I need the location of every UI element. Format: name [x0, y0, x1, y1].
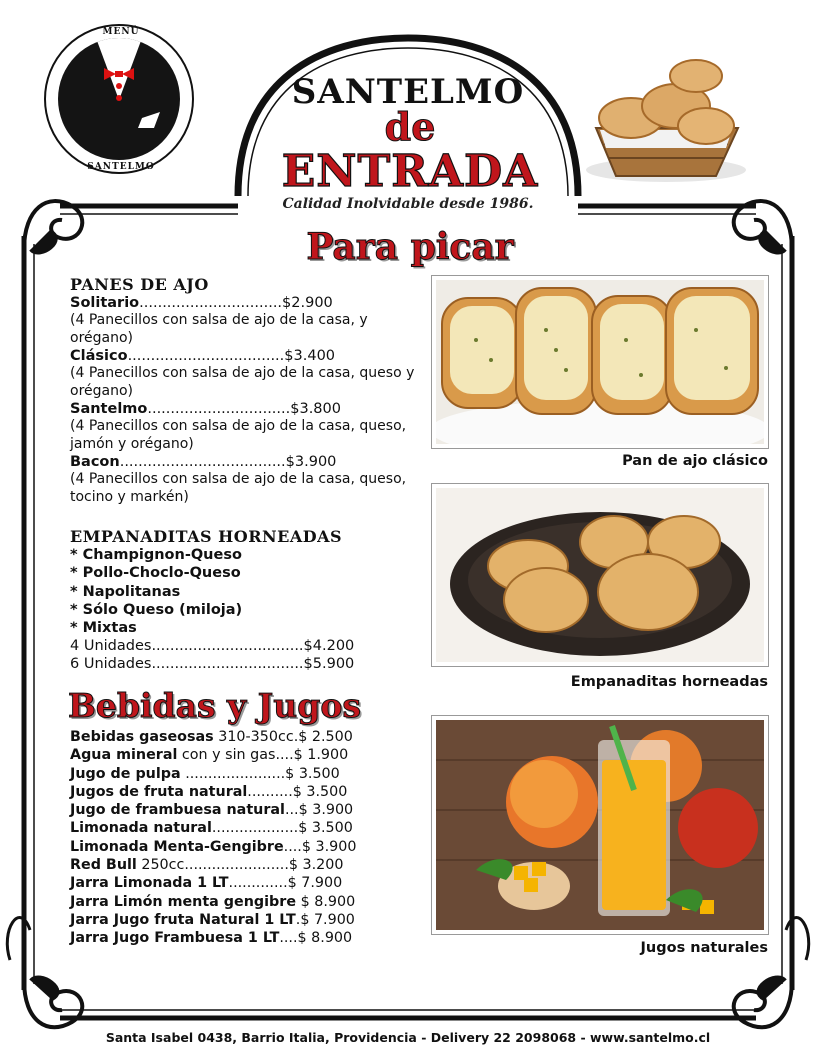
section-heading-picar: Para picar — [306, 226, 514, 268]
empanaditas-photo — [432, 484, 768, 666]
item-price: $ 3.500 — [285, 765, 340, 782]
item-price: $4.200 — [303, 638, 355, 655]
flavor-item: * Champignon-Queso — [70, 547, 242, 564]
item-price: $3.400 — [284, 348, 336, 365]
drink-item: Bebidas gaseosas 310-350cc.$ 2.500 — [70, 729, 353, 745]
drink-item: Jarra Limonada 1 LT.............$ 7.900 — [70, 875, 343, 892]
drink-item: Red Bull 250cc.......................$ 3.200 — [70, 857, 344, 874]
item-price: $5.900 — [303, 656, 355, 673]
photo-caption: Pan de ajo clásico — [622, 453, 768, 469]
item-price: $ 7.900 — [287, 875, 343, 892]
category-title: EMPANADITAS HORNEADAS — [70, 527, 343, 546]
item-price: $ 2.500 — [298, 729, 353, 745]
drink-item: Limonada natural...................$ 3.500 — [70, 820, 353, 837]
item-price: $ 1.900 — [293, 747, 349, 764]
item-name: Santelmo — [70, 401, 148, 418]
item-price: $ 8.900 — [300, 893, 356, 910]
size-price-row: 6 Unidades.................................$5.900 — [70, 656, 355, 673]
juices-photo — [432, 716, 768, 934]
category-title: PANES DE AJO — [70, 275, 209, 294]
flavor-item: * Pollo-Choclo-Queso — [70, 565, 241, 582]
item-description: (4 Panecillos con salsa de ajo de la casa, queso, tocino y markén) — [70, 471, 407, 505]
logo-top-text: MENÚ — [102, 27, 140, 37]
item-price: $3.900 — [285, 454, 337, 471]
flavor-item: * Sólo Queso (miloja) — [70, 601, 243, 618]
section-heading-bebidas: Bebidas y Jugos — [68, 686, 361, 725]
flavor-item: * Mixtas — [70, 620, 137, 637]
title-de: de — [384, 104, 436, 149]
empanadas-basket-image — [576, 48, 756, 188]
item-price: $ 3.200 — [288, 857, 344, 874]
logo-bottom-text: SANTELMO — [87, 162, 155, 172]
menu-item: Solitario...............................$2.900 (4 Panecillos con salsa de ajo de la casa, y orégano) — [70, 294, 430, 347]
item-name: Bacon — [70, 454, 120, 471]
item-price: $ 3.900 — [298, 802, 354, 819]
footer-contact: Santa Isabel 0438, Barrio Italia, Providencia - Delivery 22 2098068 - www.santelmo.cl — [105, 1030, 711, 1045]
item-price: $ 3.500 — [298, 820, 353, 837]
tuxedo-icon — [58, 38, 180, 160]
restaurant-logo — [44, 24, 194, 174]
item-price: $ 3.500 — [292, 783, 348, 800]
garlic-bread-photo — [432, 276, 768, 448]
brand-title: SANTELMO — [291, 72, 525, 112]
empanaditas-section — [70, 528, 430, 674]
drink-item: Jarra Jugo Frambuesa 1 LT....$ 8.900 — [70, 930, 353, 947]
bebidas-list — [70, 728, 430, 948]
page-title: ENTRADA — [281, 146, 539, 197]
drink-item: Jugos de fruta natural..........$ 3.500 — [70, 783, 348, 800]
item-name: Solitario — [70, 295, 140, 312]
photo-caption: Empanaditas horneadas — [570, 674, 768, 690]
item-name: Clásico — [70, 348, 128, 365]
item-price: $ 8.900 — [297, 930, 353, 947]
drink-item: Agua mineral con y sin gas....$ 1.900 — [70, 747, 349, 764]
flavor-item: * Napolitanas — [70, 583, 181, 600]
photo-caption: Jugos naturales — [640, 940, 768, 956]
menu-item: Bacon....................................$3.900 (4 Panecillos con salsa de ajo de la casa, queso, tocino y markén) — [70, 453, 430, 506]
menu-item: Santelmo...............................$3.800 (4 Panecillos con salsa de ajo de la casa, queso, jamón y orégano) — [70, 400, 430, 453]
size-price-row: 4 Unidades.................................$4.200 — [70, 638, 355, 655]
item-description: (4 Panecillos con salsa de ajo de la casa, queso y orégano) — [70, 365, 415, 399]
drink-item: Jugo de pulpa ......................$ 3.500 — [70, 765, 340, 782]
drink-item: Jarra Limón menta gengibre $ 8.900 — [70, 893, 356, 910]
menu-item: Clásico..................................$3.400 (4 Panecillos con salsa de ajo de la casa, queso y orégano) — [70, 347, 430, 400]
item-price: $3.800 — [290, 401, 341, 418]
drink-item: Limonada Menta-Gengibre....$ 3.900 — [70, 838, 357, 855]
drink-item: Jarra Jugo fruta Natural 1 LT.$ 7.900 — [70, 911, 355, 928]
panes-de-ajo-section — [70, 276, 430, 506]
item-price: $ 7.900 — [300, 911, 355, 928]
item-description: (4 Panecillos con salsa de ajo de la casa, queso, jamón y orégano) — [70, 418, 407, 452]
item-price: $2.900 — [282, 295, 333, 312]
drink-item: Jugo de frambuesa natural...$ 3.900 — [70, 802, 354, 819]
item-description: (4 Panecillos con salsa de ajo de la casa, y orégano) — [70, 312, 368, 346]
item-price: $ 3.900 — [301, 838, 357, 855]
tagline: Calidad Inolvidable desde 1986. — [282, 196, 534, 212]
